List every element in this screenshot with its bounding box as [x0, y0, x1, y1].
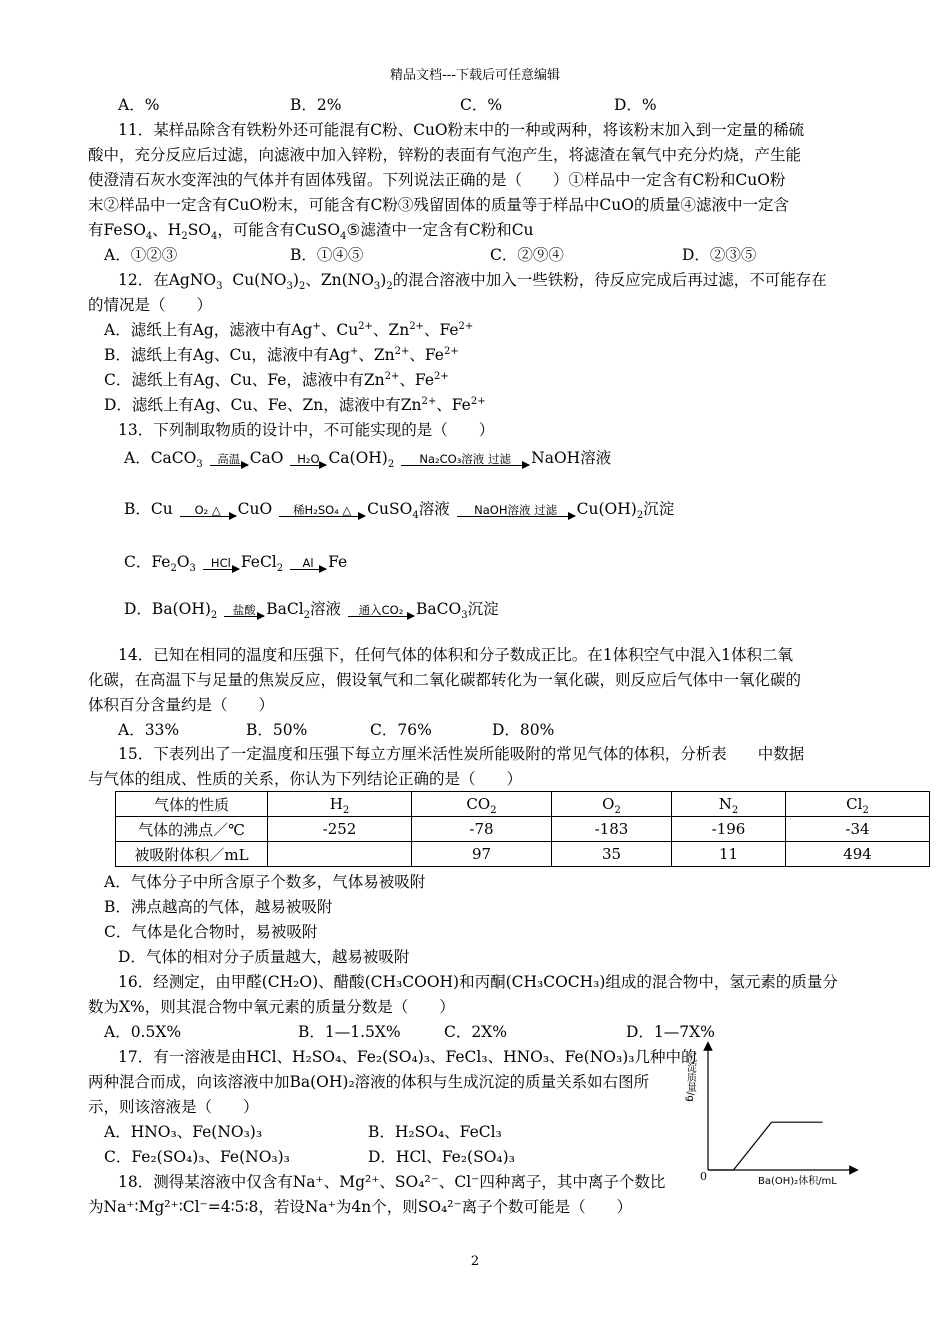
q12-option-b: B．滤纸上有Ag、Cu，滤液中有Ag+、$Zn^{2+}$、$Fe^{2+}$ [104, 345, 459, 364]
q11-line-5: 有FeSO$_4$、$H_2SO_4$，可能含有CuSO$_4$⑤滤渣中一定含有C粉和Cu [88, 221, 534, 243]
gas-adsorption-table [115, 791, 930, 867]
page-header: 精品文档---下载后可任意编辑 [389, 68, 561, 83]
q15-line-2: 与气体的组成、性质的关系，你认为下列结论正确的是（ ） [88, 770, 523, 788]
origin-label: 0 [700, 1170, 707, 1183]
q11-option-a: A．①②③ [104, 246, 178, 264]
table-cell: -196 [672, 817, 786, 842]
arrow-high-temp: 高温 [210, 453, 248, 466]
q15-option-a: A．气体分子中所含原子个数多，气体易被吸附 [104, 873, 426, 891]
arrow-naoh-filter: NaOH溶液 过滤 [457, 504, 575, 517]
q14-option-d: D．80% [492, 721, 555, 739]
q14-line-2: 化碳，在高温下与足量的焦炭反应，假设氧气和二氧化碳都转化为一氧化碳，则反应后气体中一氧化碳的 [88, 671, 802, 689]
table-header-cell: $N_2$ [672, 792, 786, 817]
series-line-group [708, 1122, 823, 1170]
x-axis-label: Ba(OH)₂体积/mL [758, 1176, 837, 1187]
q10-option-c: C．% [460, 96, 503, 114]
q18-line-2: 为Na⁺∶Mg²⁺∶Cl⁻=4∶5∶8，若设Na⁺为4n个，则SO₄²⁻离子个数可能是（ ） [88, 1198, 633, 1216]
arrow-hcl-acid: 盐酸 [224, 604, 264, 617]
q13-stem: 13．下列制取物质的设计中，不可能实现的是（ ） [118, 421, 495, 439]
q17-line-3: 示，则该溶液是（ ） [88, 1098, 259, 1116]
table-cell: 97 [412, 842, 552, 867]
table-cell [268, 842, 412, 867]
table-cell: -34 [786, 817, 930, 842]
table-header-cell: $CO_2$ [412, 792, 552, 817]
q13-option-b: B．Cu O₂ △ CuO 稀H₂SO₄ △ CuSO$_4$溶液 NaOH溶液 过滤 $Cu(OH)_2$沉淀 [124, 500, 675, 522]
precipitation-chart [684, 1042, 858, 1192]
arrow-oxygen-heat: O₂ △ [180, 504, 236, 517]
arrow-al: Al [290, 557, 326, 570]
q17-option-c: C．Fe₂(SO₄)₃、Fe(NO₃)₃ [104, 1148, 290, 1166]
q13-option-c: C．$Fe_2O_3$ HCl FeCl$_2$ Al Fe [124, 553, 348, 575]
table-cell: 11 [672, 842, 786, 867]
q11-option-c: C．②⑨④ [490, 246, 564, 264]
q16-line-2: 数为X%，则其混合物中氧元素的质量分数是（ ） [88, 998, 455, 1016]
page-number: 2 [470, 1254, 480, 1269]
table-header-cell: $O_2$ [552, 792, 672, 817]
q17-line-1: 17．有一溶液是由HCl、H₂SO₄、Fe₂(SO₄)₃、FeCl₃、HNO₃、Fe(NO₃)₃几种中的 [118, 1048, 697, 1066]
q10-option-b: B．2% [290, 96, 342, 114]
q12-option-a: A．滤纸上有Ag，滤液中有Ag+、$Cu^{2+}$、$Zn^{2+}$、$Fe^{2+}$ [104, 320, 474, 339]
q11-line-4: 末②样品中一定含有CuO粉末，可能含有C粉③残留固体的质量等于样品中CuO的质量④滤液中一定含 [88, 196, 789, 214]
q11-line-1: 11．某样品除含有铁粉外还可能混有C粉、CuO粉末中的一种或两种，将该粉末加入到一定量的稀硫 [118, 121, 805, 139]
q14-line-3: 体积百分含量约是（ ） [88, 696, 275, 714]
q17-option-a: A．HNO₃、Fe(NO₃)₃ [104, 1123, 263, 1141]
table-cell: -183 [552, 817, 672, 842]
q14-option-b: B．50% [246, 721, 308, 739]
q16-option-a: A．0.5X% [104, 1023, 182, 1041]
q17-option-d: D．HCl、Fe₂(SO₄)₃ [368, 1148, 515, 1166]
arrow-na2co3-filter: Na₂CO₃溶液 过滤 [401, 453, 529, 466]
arrow-hcl: HCl [203, 557, 239, 570]
q15-option-c: C．气体是化合物时，易被吸附 [104, 923, 318, 941]
arrow-h2so4-heat: 稀H₂SO₄ △ [279, 504, 365, 517]
q16-line-1: 16．经测定，由甲醛(CH₂O)、醋酸(CH₃COOH)和丙酮(CH₃COCH₃)组成的混合物中，氢元素的质量分 [118, 973, 838, 991]
y-axis-label: 沉淀质量/g [684, 1052, 696, 1102]
table-header-row [116, 792, 930, 817]
q16-option-c: C．2X% [444, 1023, 507, 1041]
q10-option-a: A．% [118, 96, 160, 114]
table-header-cell: $Cl_2$ [786, 792, 930, 817]
q14-option-c: C．76% [370, 721, 432, 739]
series-segment [733, 1122, 771, 1170]
q12-line-2: 的情况是（ ） [88, 296, 213, 314]
q11-option-b: B．①④⑤ [290, 246, 364, 264]
table-cell: 35 [552, 842, 672, 867]
q11-option-d: D．②③⑤ [682, 246, 757, 264]
q12-line-1: 12．在AgNO$_3$ $Cu(NO_3)_2$、$Zn(NO_3)_2$的混合溶液中加入一些铁粉，待反应完成后再过滤，不可能存在 [118, 271, 827, 293]
q13-option-d: D．$Ba(OH)_2$ 盐酸 BaCl$_2$溶液 通入CO₂ BaCO$_3$沉淀 [124, 600, 499, 622]
table-cell: -252 [268, 817, 412, 842]
table-cell: 气体的沸点／℃ [116, 817, 268, 842]
q11-line-3: 使澄清石灰水变浑浊的气体并有固体残留。下列说法正确的是（ ）①样品中一定含有C粉和CuO粉 [88, 171, 786, 189]
q13-option-a: A．CaCO$_3$ 高温 CaO H₂O $Ca(OH)_2$ Na₂CO₃溶液 过滤 NaOH溶液 [124, 449, 612, 471]
q15-option-b: B．沸点越高的气体，越易被吸附 [104, 898, 333, 916]
q16-option-b: B．1—1.5X% [298, 1023, 401, 1041]
q10-option-d: D．% [614, 96, 657, 114]
q14-line-1: 14．已知在相同的温度和压强下，任何气体的体积和分子数成正比。在1体积空气中混入1体积二氧 [118, 646, 793, 664]
q15-line-1: 15．下表列出了一定温度和压强下每立方厘米活性炭所能吸附的常见气体的体积，分析表 中数据 [118, 745, 805, 763]
q11-line-2: 酸中，充分反应后过滤，向滤液中加入锌粉，锌粉的表面有气泡产生，将滤渣在氧气中充分灼烧，产生能 [88, 146, 802, 164]
table-cell: 494 [786, 842, 930, 867]
q16-option-d: D．1—7X% [626, 1023, 715, 1041]
q14-option-a: A．33% [118, 721, 180, 739]
q12-option-c: C．滤纸上有Ag、Cu、Fe，滤液中有$Zn^{2+}$、$Fe^{2+}$ [104, 370, 449, 389]
table-row [116, 842, 930, 867]
arrow-water: H₂O [290, 453, 326, 466]
arrow-co2: 通入CO₂ [348, 604, 414, 617]
table-cell: 被吸附体积／mL [116, 842, 268, 867]
table-header-cell: $H_2$ [268, 792, 412, 817]
q17-line-2: 两种混合而成，向该溶液中加Ba(OH)₂溶液的体积与生成沉淀的质量关系如右图所 [88, 1073, 650, 1091]
q15-option-d: D．气体的相对分子质量越大，越易被吸附 [118, 948, 410, 966]
table-cell: -78 [412, 817, 552, 842]
q12-option-d: D．滤纸上有Ag、Cu、Fe、Zn，滤液中有$Zn^{2+}$、$Fe^{2+}$ [104, 395, 486, 414]
table-row [116, 817, 930, 842]
q18-line-1: 18．测得某溶液中仅含有Na⁺、Mg²⁺、SO₄²⁻、Cl⁻四种离子，其中离子个数比 [118, 1173, 666, 1191]
q17-option-b: B．H₂SO₄、FeCl₃ [368, 1123, 502, 1141]
table-header-cell: 气体的性质 [116, 792, 268, 817]
